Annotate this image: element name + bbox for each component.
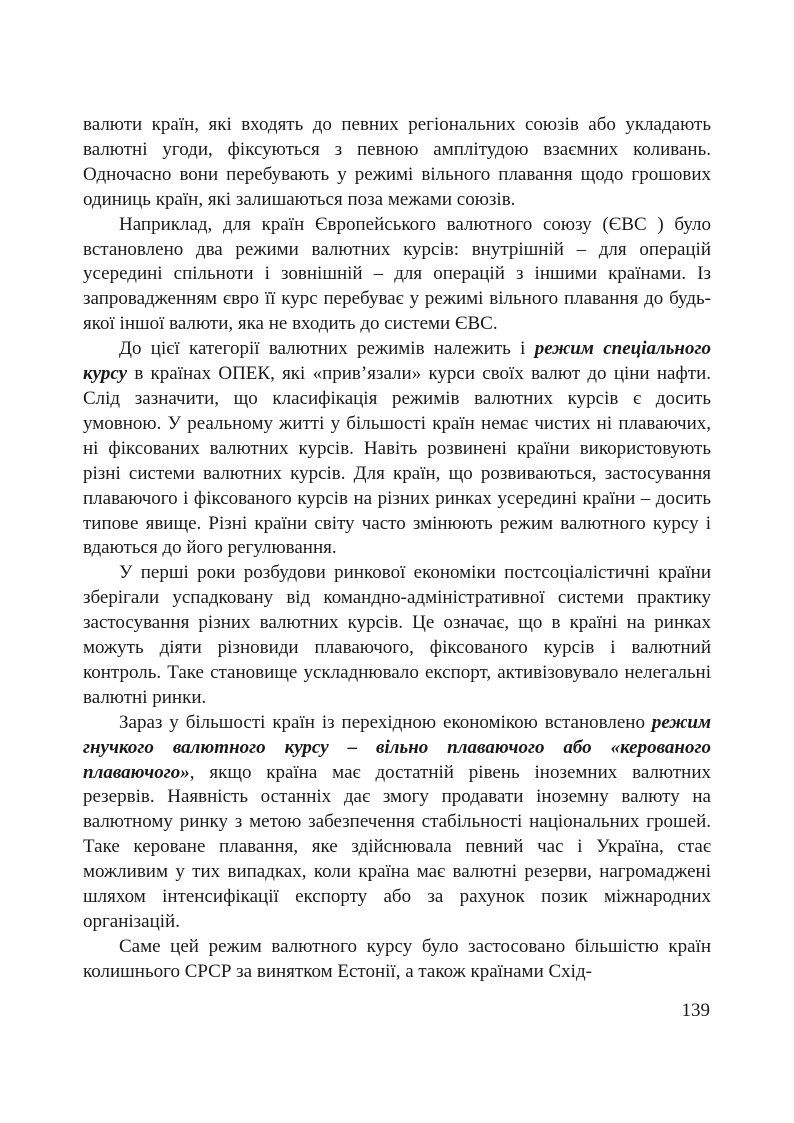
- page-number: 139: [681, 1000, 710, 1021]
- paragraph-6-text: Саме цей режим валютного курсу було застосовано більшістю країн колишнього СРСР за винятком Естонії, а також країнами Схід-: [83, 935, 711, 982]
- paragraph-2: [83, 213, 711, 338]
- paragraph-4-text: У перші роки розбудови ринкової економіки постсоціалістичні країни зберігали успадковану від командно-адміністративної системи практику застосування різних валютних курсів. Це означає, що в країні на ринках можуть діяти різновиди плаваючого, фіксованого курсів і валютний контроль. Таке становище ускладнювало експорт, активізовувало нелегальні валютні ринки.: [83, 562, 711, 708]
- term-special-rate-regime: режим спеціального курсу: [83, 338, 711, 385]
- paragraph-4: [83, 561, 711, 710]
- paragraph-5-text-a: Зараз у більшості країн із перехідною економікою встановлено: [119, 711, 652, 733]
- paragraph-1: [83, 113, 711, 213]
- paragraph-5-text-b: , якщо країна має достатній рівень іноземних валютних резервів. Наявність останніх дає змогу продавати іноземну валюту на валютному ринку з метою забезпечення стабільності національних грошей. Таке кероване плавання, яке здійснювала певний час і Україна, стає можливим у тих випадках, коли країна має валютні резерви, нагромаджені шляхом інтенсифікації експорту або за рахунок позик міжнародних організацій.: [83, 761, 711, 932]
- paragraph-1-text: валюти країн, які входять до певних регіональних союзів або укладають валютні угоди, фіксуються з певною амплітудою взаємних коливань. Одночасно вони перебувають у режимі вільного плавання щодо грошових одиниць країн, які залишаються поза межами союзів.: [83, 114, 711, 210]
- page-body: [83, 113, 711, 985]
- paragraph-5: [83, 711, 711, 935]
- paragraph-3-text-b: в країнах ОПЕК, які «прив’язали» курси своїх валют до ціни нафти. Слід зазначити, що класифікація режимів валютних курсів є досить умовною. У реальному житті у більшості країн немає чистих ні плаваючих, ні фіксованих валютних курсів. Навіть розвинені країни використовують різні системи валютних курсів. Для країн, що розвиваються, застосування плаваючого і фіксованого курсів на різних ринках усередині країни – досить типове явище. Різні країни світу часто змінюють режим валютного курсу і вдаються до його регулювання.: [83, 363, 711, 559]
- paragraph-2-text: Наприклад, для країн Європейського валютного союзу (ЄВС ) було встановлено два режими валютних курсів: внутрішній – для операцій усередині спільноти і зовнішній – для операцій з іншими країнами. Із запровадженням євро її курс перебуває у режимі вільного плавання до будь-якої іншої валюти, яка не входить до системи ЄВС.: [83, 213, 711, 335]
- term-flexible-rate-regime: режим гнучкого валютного курсу – вільно плаваючого або «керованого плаваючого»: [83, 711, 711, 783]
- paragraph-3-text-a: До цієї категорії валютних режимів належить і: [119, 338, 535, 360]
- paragraph-6: [83, 935, 711, 985]
- paragraph-3: [83, 337, 711, 561]
